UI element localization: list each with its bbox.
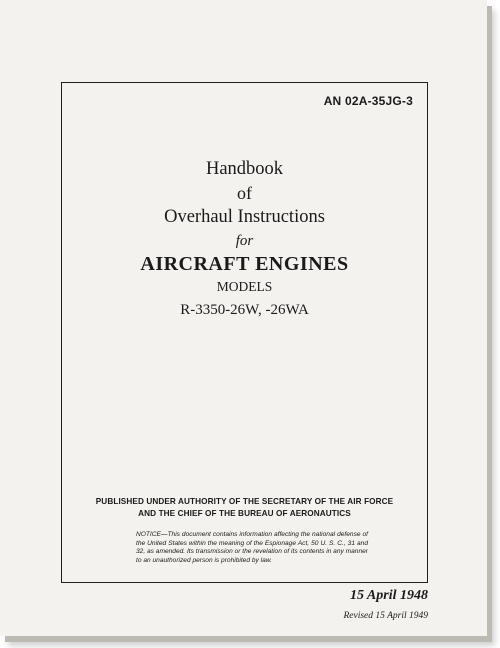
title-for: for	[235, 233, 254, 249]
title-handbook: Handbook	[205, 159, 284, 179]
cover-frame	[61, 82, 428, 583]
publication-date: 15 April 1948	[349, 588, 428, 603]
authority-line-1: PUBLISHED UNDER AUTHORITY OF THE SECRETARY OF THE AIR FORCE	[95, 497, 394, 506]
title-aircraft-engines: AIRCRAFT ENGINES	[140, 253, 349, 275]
security-notice: NOTICE—This document contains information affecting the national defense of the United States within the meaning of the Espionage Act, 50 U. S. C., 31 and 32, as amended. Its transmission or the revelation of its contents in any manner to an unauthorized person is prohibited by law.	[136, 531, 369, 564]
revision-date: Revised 15 April 1949	[343, 611, 428, 621]
publication-authority	[62, 496, 427, 520]
title-overhaul-instructions: Overhaul Instructions	[164, 207, 325, 227]
document-number: AN 02A-35JG-3	[323, 94, 413, 108]
title-block	[62, 158, 427, 320]
title-of: of	[237, 183, 252, 203]
models-label: MODELS	[216, 279, 273, 294]
model-numbers: R-3350-26W, -26WA	[180, 302, 309, 318]
authority-line-2: AND THE CHIEF OF THE BUREAU OF AERONAUTICS	[138, 509, 351, 518]
